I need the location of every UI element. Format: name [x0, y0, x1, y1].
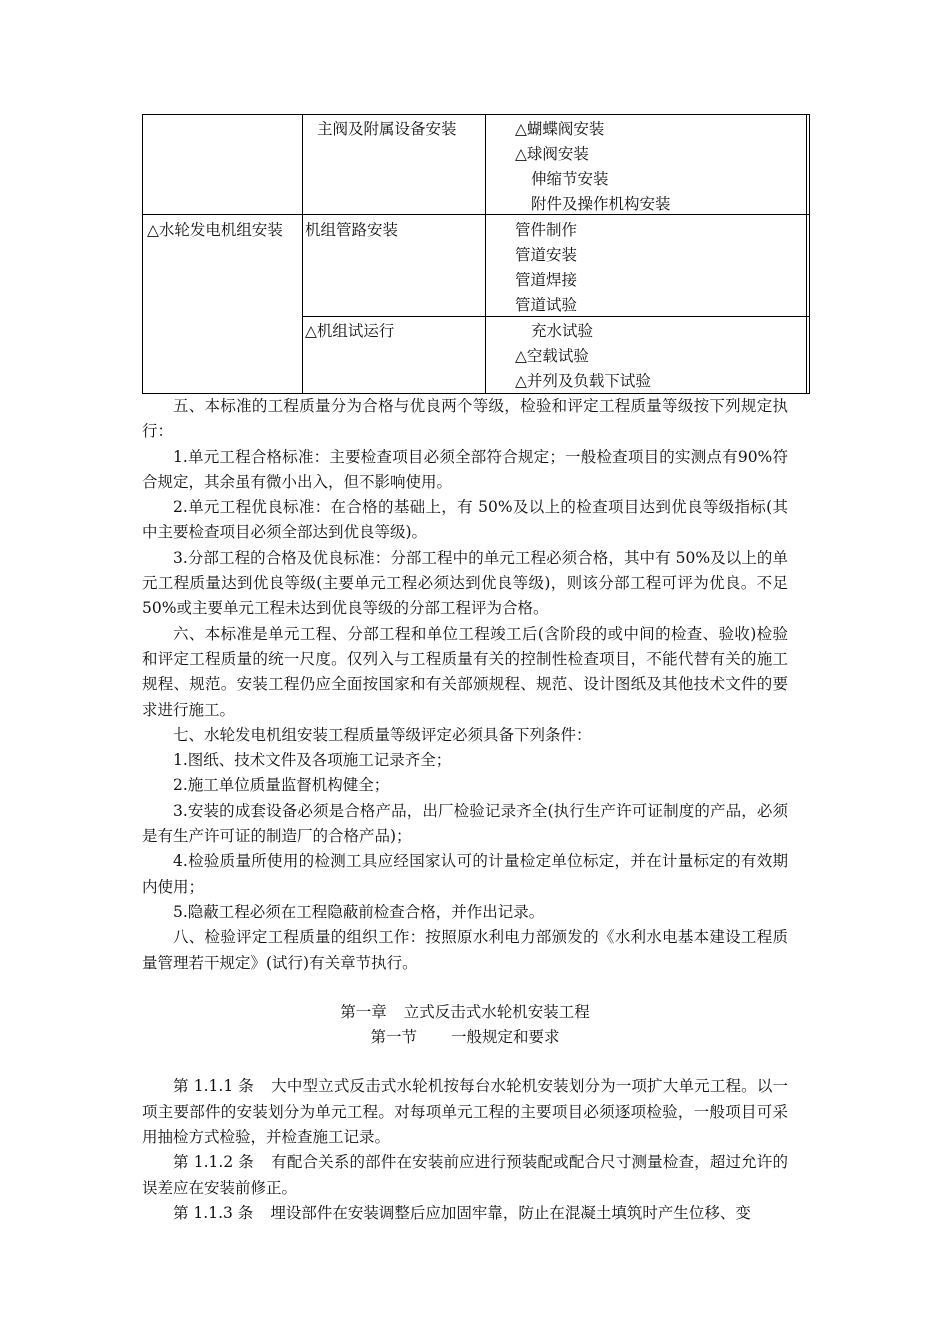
- table-border-top: [142, 114, 809, 115]
- table-row3-col2: △机组试运行: [305, 322, 395, 340]
- table-row1-col2: 主阀及附属设备安装: [317, 120, 457, 138]
- paragraph-7-4: 4.检验质量所使用的检测工具应经国家认可的计量检定单位标定，并在计量标定的有效期内使用；: [142, 852, 788, 896]
- table-border-right: [806, 114, 807, 394]
- article-text: 大中型立式反击式水轮机按每台水轮机安装划分为一项扩大单元工程。以一项主要部件的安装划分为单元工程。对每项单元工程的主要项目必须逐项检验，一般项目可采用抽检方式检验，并检查施工记录。: [142, 1077, 788, 1147]
- table-row2-col1: △水轮发电机组安装: [147, 221, 283, 239]
- paragraph-5: 五、本标准的工程质量分为合格与优良两个等级，检验和评定工程质量等级按下列规定执行：: [142, 397, 788, 441]
- article-1-1-2: [142, 1150, 788, 1201]
- table-col-sep-1: [302, 114, 303, 394]
- paragraph-5-1: 1.单元工程合格标准：主要检查项目必须全部符合规定；一般检查项目的实测点有90%符合规定，其余虽有微小出入，但不影响使用。: [142, 447, 788, 491]
- equipment-table: [142, 114, 809, 394]
- article-number: 第 1.1.1 条: [173, 1077, 254, 1096]
- table-row3-col3-item3: △并列及负载下试验: [515, 372, 651, 390]
- chapter-heading: [142, 1000, 788, 1025]
- chapter-number: 第一章: [340, 1002, 387, 1021]
- table-row1-col3-item4: 附件及操作机构安装: [531, 195, 671, 213]
- chapter-title: 立式反击式水轮机安装工程: [403, 1002, 590, 1021]
- section-number: 第一节: [370, 1028, 417, 1047]
- article-1-1-3: [142, 1201, 788, 1226]
- article-number: 第 1.1.2 条: [173, 1153, 254, 1172]
- article-text: 埋设部件在安装调整后应加固牢靠，防止在混凝土填筑时产生位移、变: [270, 1203, 751, 1222]
- paragraph-5-3: 3.分部工程的合格及优良标准：分部工程中的单元工程必须合格，其中有 50%及以上的单元工程质量达到优良等级(主要单元工程必须达到优良等级)，则该分部工程可评为优良。不足 50%或主要单元工程未达到优良等级的分部工程评为合格。: [142, 548, 788, 618]
- table-col-sep-2: [485, 114, 486, 394]
- article-text: 有配合关系的部件在安装前应进行预装配或配合尺寸测量检查，超过允许的误差应在安装前修正。: [142, 1153, 788, 1197]
- table-border-left: [142, 114, 143, 394]
- section-title: 一般规定和要求: [451, 1028, 560, 1047]
- table-row2-col3-item4: 管道试验: [515, 296, 578, 314]
- body-text: [142, 394, 788, 1226]
- paragraph-8: 八、检验评定工程质量的组织工作：按照原水利电力部颁发的《水利水电基本建设工程质量管理若干规定》(试行)有关章节执行。: [142, 928, 788, 972]
- paragraph-5-2: 2.单元工程优良标准：在合格的基础上，有 50%及以上的检查项目达到优良等级指标(其中主要检查项目必须全部达到优良等级)。: [142, 498, 788, 542]
- table-row1-col3-item2: △球阀安装: [515, 145, 589, 163]
- article-1-1-1: [142, 1074, 788, 1150]
- paragraph-7-1: 1.图纸、技术文件及各项施工记录齐全；: [173, 751, 452, 770]
- paragraph-7-3: 3.安装的成套设备必须是合格产品，出厂检验记录齐全(执行生产许可证制度的产品，必须是有生产许可证的制造厂的合格产品)；: [142, 801, 788, 846]
- paragraph-6: 六、本标准是单元工程、分部工程和单位工程竣工后(含阶段的或中间的检查、验收)检验和评定工程质量的统一尺度。仅列入与工程质量有关的控制性检查项目，不能代替有关的施工规程、规范。安装工程仍应全面按国家和有关部颁规程、规范、设计图纸及其他技术文件的要求进行施工。: [142, 624, 788, 719]
- article-number: 第 1.1.3 条: [173, 1203, 254, 1222]
- table-row1-col3-item1: △蝴蝶阀安装: [515, 120, 605, 138]
- table-row2-col3-item2: 管道安装: [515, 246, 578, 264]
- table-row2-col3-item1: 管件制作: [515, 221, 578, 239]
- table-row3-col3-item1: 充水试验: [531, 322, 594, 340]
- paragraph-7-5: 5.隐蔽工程必须在工程隐蔽前检查合格，并作出记录。: [173, 902, 545, 921]
- table-row3-col3-item2: △空载试验: [515, 347, 589, 365]
- table-row2-col2: 机组管路安装: [305, 221, 399, 239]
- table-row2-col3-item3: 管道焊接: [515, 271, 578, 289]
- section-heading: [142, 1025, 788, 1050]
- table-row-sep-1: [142, 214, 809, 215]
- table-row1-col3-item3: 伸缩节安装: [531, 170, 609, 188]
- paragraph-7: 七、水轮发电机组安装工程质量等级评定必须具备下列条件：: [173, 725, 592, 744]
- table-border-right-shadow: [809, 114, 810, 394]
- paragraph-7-2: 2.施工单位质量监督机构健全；: [173, 776, 390, 795]
